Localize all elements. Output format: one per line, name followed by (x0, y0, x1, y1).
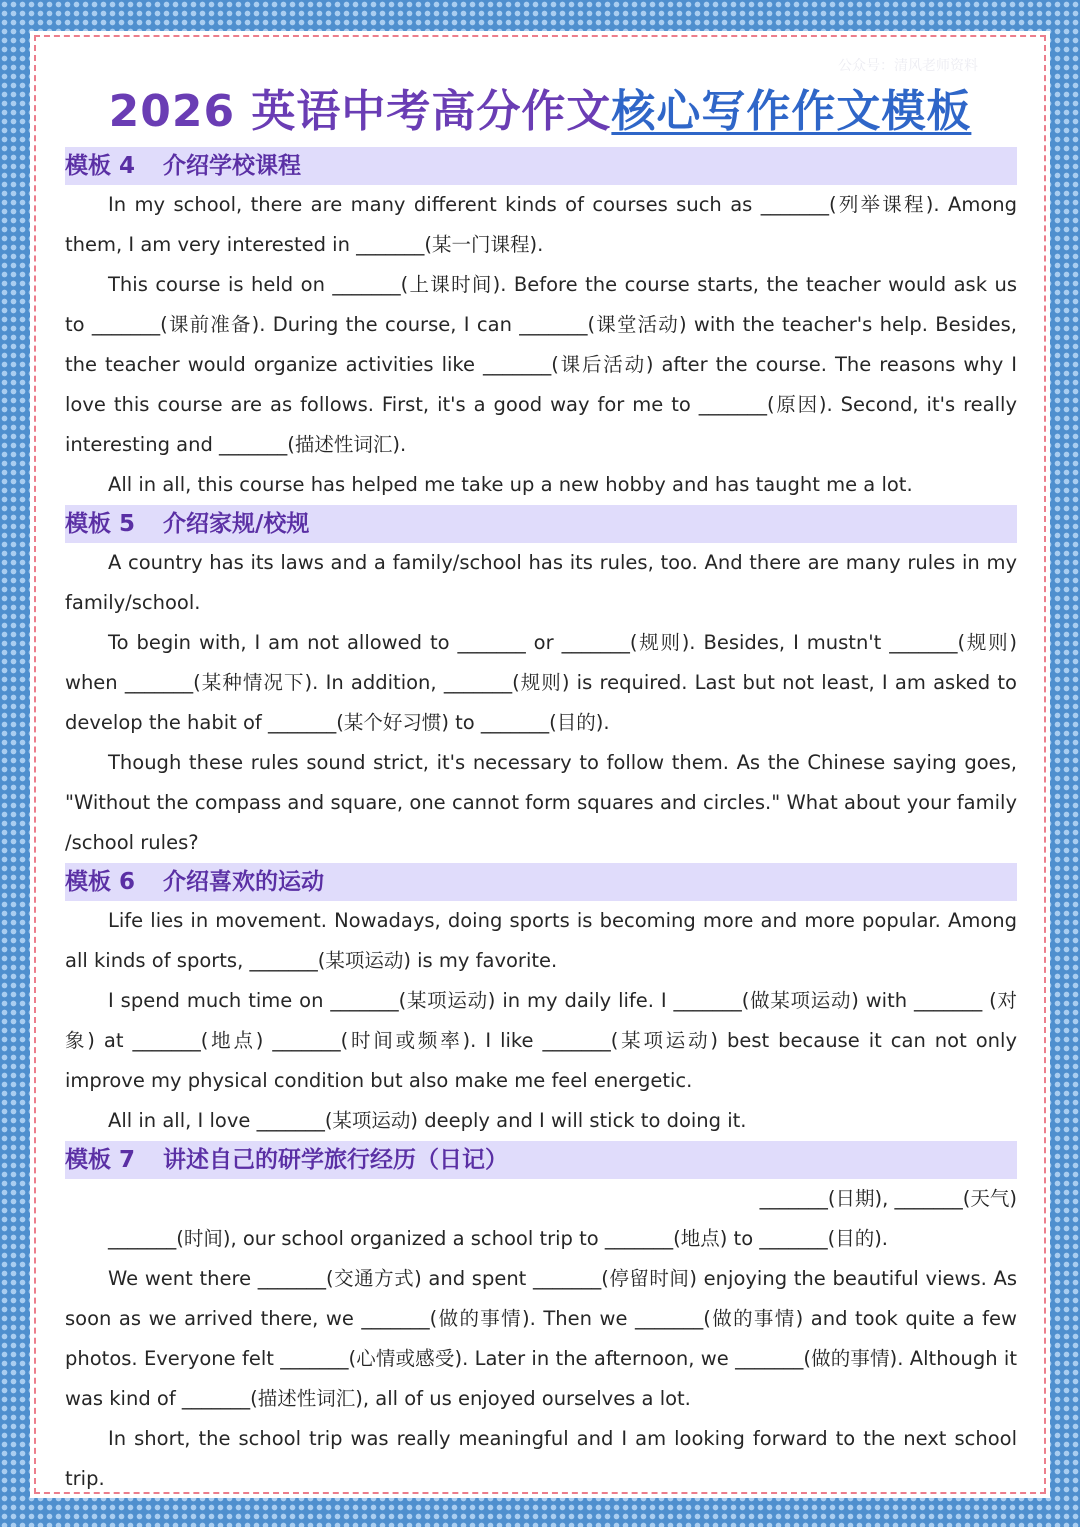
section-header (65, 147, 1017, 185)
section-title: 介绍家规/校规 (163, 511, 310, 537)
section-header (65, 505, 1017, 543)
title-highlight: 核心写作作文模板 (611, 86, 972, 137)
date-weather-line: _______(日期), _______(天气) (759, 1187, 1017, 1210)
paragraph: In my school, there are many different kinds of courses such as _______(列举课程). Among them, I am very interested in _______(某一门课程). (65, 193, 1017, 256)
paragraph: Though these rules sound strict, it's necessary to follow them. As the Chinese saying goes, "Without the compass and square, one cannot form squares and circles." What about your family /school rules? (65, 751, 1017, 854)
section-template-5 (65, 505, 1017, 863)
section-template-7 (65, 1141, 1017, 1498)
paragraph: I spend much time on _______(某项运动) in my daily life. I _______(做某项运动) with _______ (对象) at _______(地点) _______(时间或频率). I like _______(某项运动) best because it can not only improve my physical condition but also make me feel energetic. (65, 989, 1017, 1092)
section-number: 模板 7 (65, 1147, 136, 1173)
section-number: 模板 5 (65, 511, 136, 537)
section-title: 介绍学校课程 (163, 153, 301, 179)
content (65, 147, 1017, 1498)
paragraph: This course is held on _______(上课时间). Before the course starts, the teacher would ask us to _______(课前准备). During the course, I can _______(课堂活动) with the teacher's help. Besides, the teacher would organize activities like _______(课后活动) after the course. The reasons why I love this course are as follows. First, it's a good way for me to _______(原因). Second, it's really interesting and _______(描述性词汇). (65, 273, 1017, 456)
section-title: 讲述自己的研学旅行经历（日记） (163, 1147, 508, 1173)
watermark: 公众号：清风老师资料 (838, 58, 978, 74)
section-template-4 (65, 147, 1017, 505)
paragraph: Life lies in movement. Nowadays, doing sports is becoming more and more popular. Among all kinds of sports, _______(某项运动) is my favorite. (65, 909, 1017, 972)
section-template-6 (65, 863, 1017, 1141)
section-title: 介绍喜欢的运动 (163, 869, 324, 895)
section-number: 模板 6 (65, 869, 136, 895)
paragraph: In short, the school trip was really meaningful and I am looking forward to the next school trip. (65, 1427, 1017, 1490)
paragraph: All in all, I love _______(某项运动) deeply and I will stick to doing it. (108, 1109, 747, 1132)
paragraph: To begin with, I am not allowed to _______ or _______(规则). Besides, I mustn't _______(规则) when _______(某种情况下). In addition, _______(规则) is required. Last but not least, I am asked to develop the habit of _______(某个好习惯) to _______(目的). (65, 631, 1017, 734)
paragraph: All in all, this course has helped me take up a new hobby and has taught me a lot. (108, 473, 913, 496)
paragraph: _______(时间), our school organized a school trip to _______(地点) to _______(目的). (108, 1227, 888, 1250)
section-header (65, 1141, 1017, 1179)
page-title (30, 75, 1050, 139)
title-main: 2026 英语中考高分作文 (108, 86, 612, 137)
section-header (65, 863, 1017, 901)
document-sheet (30, 31, 1050, 1498)
paragraph: A country has its laws and a family/school has its rules, too. And there are many rules in my family/school. (65, 551, 1017, 614)
paragraph: We went there _______(交通方式) and spent _______(停留时间) enjoying the beautiful views. As soon as we arrived there, we _______(做的事情). Then we _______(做的事情) and took quite a few photos. Everyone felt _______(心情或感受). Later in the afternoon, we _______(做的事情). Although it was kind of _______(描述性词汇), all of us enjoyed ourselves a lot. (65, 1267, 1017, 1410)
section-number: 模板 4 (65, 153, 136, 179)
